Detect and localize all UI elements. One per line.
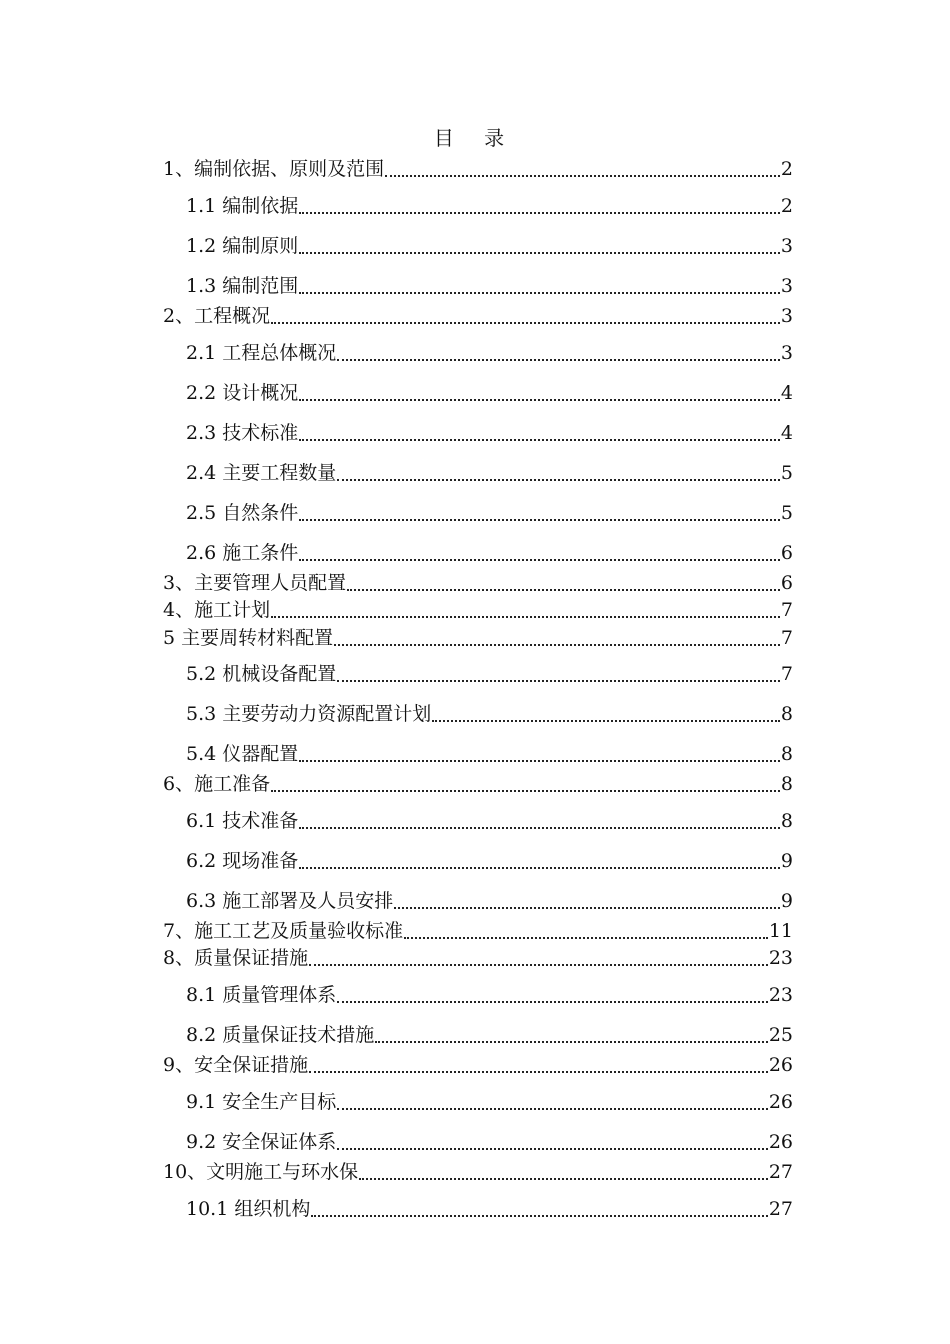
toc-dot-leader <box>271 616 780 618</box>
toc-entry-title: 7、施工工艺及质量验收标准 <box>163 920 404 942</box>
toc-entry[interactable] <box>186 1022 793 1048</box>
toc-entry-title: 3、主要管理人员配置 <box>163 572 347 594</box>
toc-entry-title: 2.2 设计概况 <box>186 382 299 404</box>
toc-entry-page-number: 7 <box>780 663 793 685</box>
toc-dot-leader <box>337 1108 768 1110</box>
toc-dot-leader <box>337 1148 768 1150</box>
toc-dot-leader <box>299 827 780 829</box>
toc-entry-title: 2.5 自然条件 <box>186 502 299 524</box>
toc-dot-leader <box>299 760 780 762</box>
toc-entry-title: 5.2 机械设备配置 <box>186 663 337 685</box>
toc-dot-leader <box>337 359 780 361</box>
toc-entry-page-number: 27 <box>768 1198 793 1220</box>
toc-entry-page-number: 27 <box>768 1161 793 1183</box>
toc-dot-leader <box>299 399 780 401</box>
toc-entry[interactable] <box>163 570 793 596</box>
toc-entry[interactable] <box>186 193 793 219</box>
toc-entry[interactable] <box>186 848 793 874</box>
toc-entry-title: 8、质量保证措施 <box>163 947 309 969</box>
toc-dot-leader <box>394 907 780 909</box>
toc-entry-page-number: 26 <box>768 1091 793 1113</box>
toc-entry-page-number: 7 <box>780 599 793 621</box>
toc-entry-page-number: 8 <box>780 703 793 725</box>
toc-entry[interactable] <box>163 771 793 797</box>
toc-entry-title: 4、施工计划 <box>163 599 271 621</box>
toc-entry[interactable] <box>186 540 793 566</box>
toc-entry-page-number: 6 <box>780 542 793 564</box>
toc-entry-title: 1、编制依据、原则及范围 <box>163 158 385 180</box>
toc-entry[interactable] <box>186 460 793 486</box>
toc-dot-leader <box>309 1071 768 1073</box>
toc-dot-leader <box>309 964 768 966</box>
toc-dot-leader <box>299 439 780 441</box>
toc-entry-title: 10、文明施工与环水保 <box>163 1161 359 1183</box>
toc-dot-leader <box>404 937 768 939</box>
toc-entry[interactable] <box>163 1052 793 1078</box>
toc-entry-page-number: 11 <box>768 920 793 942</box>
toc-entry-page-number: 8 <box>780 773 793 795</box>
toc-entry-page-number: 8 <box>780 743 793 765</box>
toc-entry-title: 2、工程概况 <box>163 305 271 327</box>
toc-entry-title: 6.2 现场准备 <box>186 850 299 872</box>
toc-entry-page-number: 3 <box>780 235 793 257</box>
toc-entry-title: 9、安全保证措施 <box>163 1054 309 1076</box>
toc-entry-page-number: 9 <box>780 850 793 872</box>
toc-entry[interactable] <box>186 380 793 406</box>
toc-entry[interactable] <box>186 701 793 727</box>
toc-dot-leader <box>337 479 780 481</box>
toc-entry-page-number: 4 <box>780 382 793 404</box>
toc-entry[interactable] <box>186 273 793 299</box>
toc-entry[interactable] <box>186 982 793 1008</box>
toc-entry[interactable] <box>163 945 793 971</box>
toc-entry-page-number: 26 <box>768 1054 793 1076</box>
toc-entry-title: 9.2 安全保证体系 <box>186 1131 337 1153</box>
toc-entry-page-number: 7 <box>780 627 793 649</box>
toc-entry[interactable] <box>186 340 793 366</box>
toc-entry[interactable] <box>163 156 793 182</box>
toc-entry-page-number: 2 <box>780 195 793 217</box>
toc-dot-leader <box>299 212 780 214</box>
toc-dot-leader <box>337 1001 768 1003</box>
toc-entry-page-number: 3 <box>780 275 793 297</box>
toc-entry[interactable] <box>186 420 793 446</box>
toc-dot-leader <box>299 252 780 254</box>
toc-entry-title: 8.1 质量管理体系 <box>186 984 337 1006</box>
toc-entry-title: 2.4 主要工程数量 <box>186 462 337 484</box>
toc-dot-leader <box>299 559 780 561</box>
toc-dot-leader <box>299 519 780 521</box>
toc-entry[interactable] <box>163 625 793 651</box>
toc-entry[interactable] <box>186 233 793 259</box>
toc-entry-title: 5.4 仪器配置 <box>186 743 299 765</box>
toc-dot-leader <box>347 589 780 591</box>
toc-entry-page-number: 4 <box>780 422 793 444</box>
toc-entry-title: 2.6 施工条件 <box>186 542 299 564</box>
toc-entry-page-number: 23 <box>768 984 793 1006</box>
toc-dot-leader <box>299 292 780 294</box>
toc-entry-title: 6、施工准备 <box>163 773 271 795</box>
toc-entry-page-number: 2 <box>780 158 793 180</box>
toc-entry-page-number: 25 <box>768 1024 793 1046</box>
toc-entry[interactable] <box>163 303 793 329</box>
toc-entry-title: 6.1 技术准备 <box>186 810 299 832</box>
toc-dot-leader <box>432 720 780 722</box>
toc-entry-page-number: 6 <box>780 572 793 594</box>
toc-entry-page-number: 3 <box>780 342 793 364</box>
toc-dot-leader <box>299 867 780 869</box>
toc-entry-page-number: 23 <box>768 947 793 969</box>
toc-entry-title: 5 主要周转材料配置 <box>163 627 334 649</box>
toc-dot-leader <box>311 1215 767 1217</box>
toc-entry-title: 6.3 施工部署及人员安排 <box>186 890 394 912</box>
page-title: 目 录 <box>433 126 517 150</box>
toc-entry[interactable] <box>163 1159 793 1185</box>
toc-entry-page-number: 5 <box>780 462 793 484</box>
toc-entry[interactable] <box>186 661 793 687</box>
toc-dot-leader <box>375 1041 768 1043</box>
toc-entry-title: 1.2 编制原则 <box>186 235 299 257</box>
toc-entry-page-number: 8 <box>780 810 793 832</box>
toc-entry-page-number: 9 <box>780 890 793 912</box>
toc-entry[interactable] <box>186 741 793 767</box>
toc-entry-page-number: 3 <box>780 305 793 327</box>
toc-entry[interactable] <box>163 918 793 944</box>
toc-entry-title: 10.1 组织机构 <box>186 1198 311 1220</box>
toc-dot-leader <box>271 790 780 792</box>
toc-entry-title: 2.3 技术标准 <box>186 422 299 444</box>
toc-entry-title: 8.2 质量保证技术措施 <box>186 1024 375 1046</box>
toc-entry[interactable] <box>186 1129 793 1155</box>
toc-entry[interactable] <box>186 1089 793 1115</box>
toc-dot-leader <box>359 1178 768 1180</box>
toc-entry-title: 2.1 工程总体概况 <box>186 342 337 364</box>
toc-entry-page-number: 5 <box>780 502 793 524</box>
toc-dot-leader <box>385 175 780 177</box>
toc-dot-leader <box>334 644 780 646</box>
toc-entry-title: 5.3 主要劳动力资源配置计划 <box>186 703 432 725</box>
toc-entry[interactable] <box>186 1196 793 1222</box>
toc-entry-title: 9.1 安全生产目标 <box>186 1091 337 1113</box>
toc-entry[interactable] <box>186 808 793 834</box>
toc-entry[interactable] <box>163 597 793 623</box>
toc-entry-title: 1.3 编制范围 <box>186 275 299 297</box>
toc-dot-leader <box>337 680 780 682</box>
toc-entry-page-number: 26 <box>768 1131 793 1153</box>
toc-entry[interactable] <box>186 500 793 526</box>
toc-entry[interactable] <box>186 888 793 914</box>
toc-entry-title: 1.1 编制依据 <box>186 195 299 217</box>
toc-dot-leader <box>271 322 780 324</box>
